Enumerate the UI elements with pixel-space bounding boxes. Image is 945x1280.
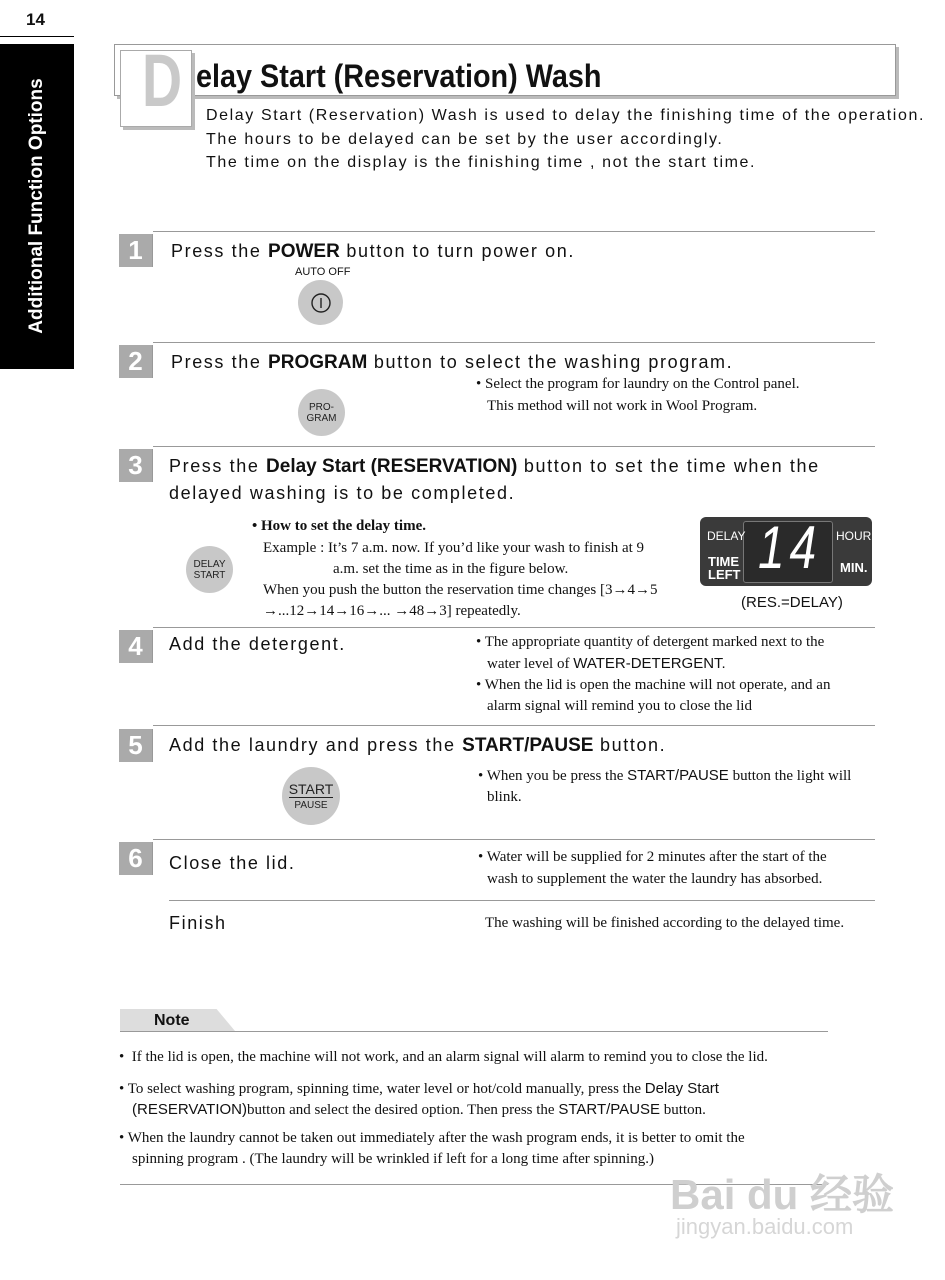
step-3-number: 3 bbox=[119, 449, 152, 482]
power-button[interactable] bbox=[298, 280, 343, 325]
step-3-number-divider bbox=[152, 449, 153, 482]
step-2-bullet-cont: This method will not work in Wool Program. bbox=[487, 398, 758, 414]
intro-line-3: The time on the display is the finishing time , not the start time. bbox=[206, 154, 757, 171]
step-2-bullet: • Select the program for laundry on the Control panel. bbox=[476, 376, 800, 392]
step-4-text: Add the detergent. bbox=[169, 634, 346, 654]
step-5-number-divider bbox=[152, 729, 153, 762]
panel-left-label: LEFT bbox=[708, 567, 741, 582]
step-1-number: 1 bbox=[119, 234, 152, 267]
how-to-title: • How to set the delay time. bbox=[252, 518, 426, 534]
panel-time-label: TIME bbox=[708, 554, 740, 569]
how-to-line-1: Example : It’s 7 a.m. now. If you’d like your wash to finish at 9 bbox=[263, 540, 645, 556]
note-label: Note bbox=[154, 1012, 190, 1029]
step-2-number: 2 bbox=[119, 345, 152, 378]
intro-line-1: Delay Start (Reservation) Wash is used to delay the finishing time of the operation. bbox=[206, 107, 925, 124]
step-2-rule bbox=[153, 342, 875, 343]
start-pause-button[interactable] bbox=[282, 767, 340, 825]
finish-text: The washing will be finished according to the delayed time. bbox=[485, 915, 845, 931]
step-4-number: 4 bbox=[119, 630, 152, 663]
finish-label: Finish bbox=[169, 913, 227, 933]
step-5-bullet: • When you be press the START/PAUSE button the light will bbox=[478, 767, 852, 784]
step-4-bullet-1: • The appropriate quantity of detergent marked next to the bbox=[476, 634, 825, 650]
step-6-bullet: • Water will be supplied for 2 minutes after the start of the bbox=[478, 849, 827, 865]
step-3-rule bbox=[153, 446, 875, 447]
step-4-rule bbox=[153, 627, 875, 628]
note-item-2: • To select washing program, spinning time, water level or hot/cold manually, press the Delay Start bbox=[119, 1080, 719, 1097]
delay-start-button[interactable] bbox=[186, 546, 233, 593]
step-6-rule bbox=[153, 839, 875, 840]
panel-digits: 14 bbox=[758, 514, 821, 581]
note-item-3-cont: spinning program . (The laundry will be wrinkled if left for a long time after spinning.) bbox=[132, 1151, 654, 1167]
side-tab-label: Additional Function Options bbox=[26, 78, 47, 334]
step-1-text: Press the POWER button to turn power on. bbox=[171, 241, 575, 262]
step-2-text: Press the PROGRAM button to select the washing program. bbox=[171, 352, 734, 373]
step-2-number-divider bbox=[152, 345, 153, 378]
page-title: elay Start (Reservation) Wash bbox=[196, 58, 602, 94]
delay-start-button-label-2: START bbox=[193, 569, 226, 581]
note-item-1: • If the lid is open, the machine will not work, and an alarm signal will alarm to remind you to close the lid. bbox=[119, 1049, 768, 1065]
title-initial: D bbox=[142, 39, 183, 122]
program-button-label-1: PRO- bbox=[309, 401, 334, 413]
step-5-rule bbox=[153, 725, 875, 726]
how-to-line-2: a.m. set the time as in the figure below. bbox=[333, 561, 569, 577]
step-1-rule bbox=[153, 231, 875, 232]
step-6-text: Close the lid. bbox=[169, 853, 296, 873]
panel-delay-label: DELAY bbox=[707, 529, 746, 543]
panel-hour-label: HOUR bbox=[836, 529, 872, 543]
step-6-bullet-cont: wash to supplement the water the laundry has absorbed. bbox=[487, 871, 823, 887]
step-4-bullet-1-cont: water level of WATER-DETERGENT. bbox=[487, 655, 726, 672]
note-item-3: • When the laundry cannot be taken out immediately after the wash program ends, it is better to omit the bbox=[119, 1130, 745, 1146]
step-1-number-divider bbox=[152, 234, 153, 267]
how-to-line-3: When you push the button the reservation time changes [3→4→5 bbox=[263, 582, 658, 598]
start-pause-label-1: START bbox=[288, 781, 334, 797]
power-icon bbox=[310, 292, 332, 314]
how-to-line-4: →...12→14→16→... →48→3] repeatedly. bbox=[263, 603, 521, 619]
program-button-label-2: GRAM bbox=[306, 412, 337, 424]
intro-line-2: The hours to be delayed can be set by the user accordingly. bbox=[206, 131, 724, 148]
step-4-bullet-2: • When the lid is open the machine will not operate, and an bbox=[476, 677, 831, 693]
finish-rule bbox=[169, 900, 875, 901]
step-5-number: 5 bbox=[119, 729, 152, 762]
step-4-bullet-2-cont: alarm signal will remind you to close the lid bbox=[487, 698, 752, 714]
page-number: 14 bbox=[26, 10, 45, 29]
watermark-logo: Bai du 经验 bbox=[670, 1171, 895, 1218]
start-pause-label-2: PAUSE bbox=[294, 800, 328, 811]
page-number-rule bbox=[0, 36, 74, 37]
delay-start-button-label-1: DELAY bbox=[193, 558, 226, 570]
step-5-bullet-cont: blink. bbox=[487, 789, 522, 805]
step-6-number: 6 bbox=[119, 842, 152, 875]
panel-caption: (RES.=DELAY) bbox=[741, 594, 843, 611]
step-6-number-divider bbox=[152, 842, 153, 875]
step-3-text-line-2: delayed washing is to be completed. bbox=[169, 483, 516, 503]
step-3-text: Press the Delay Start (RESERVATION) button to set the time when the bbox=[169, 456, 820, 477]
program-button[interactable] bbox=[298, 389, 345, 436]
step-5-text: Add the laundry and press the START/PAUSE button. bbox=[169, 735, 667, 756]
note-item-2-cont: (RESERVATION)button and select the desired option. Then press the START/PAUSE button. bbox=[132, 1101, 706, 1118]
auto-off-caption: AUTO OFF bbox=[295, 266, 351, 278]
panel-min-label: MIN. bbox=[840, 560, 868, 575]
note-rule bbox=[120, 1031, 828, 1032]
step-4-number-divider bbox=[152, 630, 153, 663]
watermark-url: jingyan.baidu.com bbox=[676, 1214, 854, 1239]
